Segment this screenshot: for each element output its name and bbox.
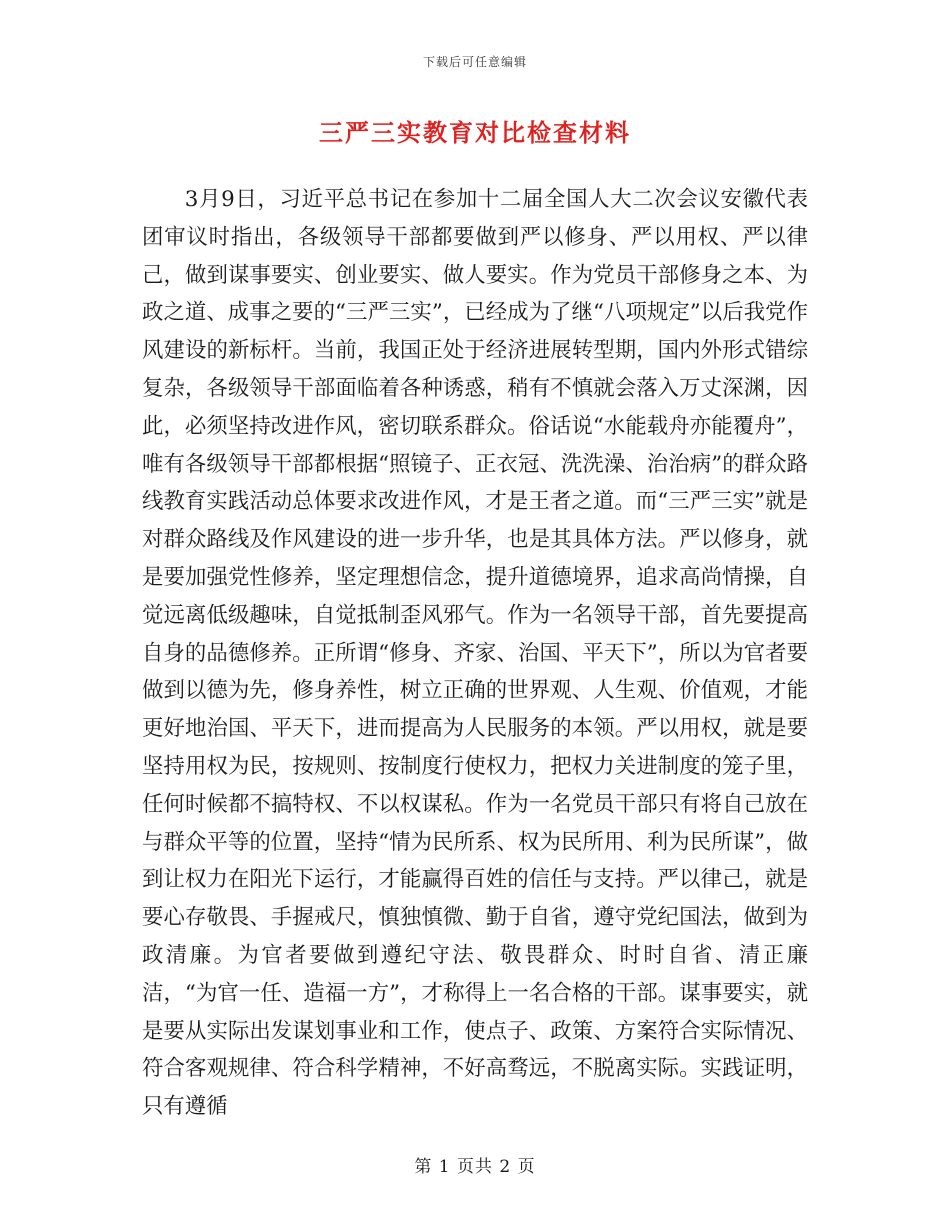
body-paragraph: 3月9日，习近平总书记在参加十二届全国人大二次会议安徽代表团审议时指出，各级领导干部都要做到严以修身、严以用权、严以律己，做到谋事要实、创业要实、做人要实。作为党员干部修身之本、为政之道、成事之要的“三严三实”，已经成为了继“八项规定”以后我党作风建设的新标杆。当前，我国正处于经济进展转型期，国内外形式错综复杂，各级领导干部面临着各种诱惑，稍有不慎就会落入万丈深渊，因此，必须坚持改进作风，密切联系群众。俗话说“水能载舟亦能覆舟”，唯有各级领导干部都根据“照镜子、正衣冠、洗洗澡、治治病”的群众路线教育实践活动总体要求改进作风，才是王者之道。而“三严三实”就是对群众路线及作风建设的进一步升华，也是其具体方法。严以修身，就是要加强党性修养，坚定理想信念，提升道德境界，追求高尚情操，自觉远离低级趣味，自觉抵制歪风邪气。作为一名领导干部，首先要提高自身的品德修养。正所谓“修身、齐家、治国、平天下”，所以为官者要做到以德为先，修身养性，树立正确的世界观、人生观、价值观，才能更好地治国、平天下，进而提高为人民服务的本领。严以用权，就是要坚持用权为民，按规则、按制度行使权力，把权力关进制度的笼子里，任何时候都不搞特权、不以权谋私。作为一名党员干部只有将自己放在与群众平等的位置，坚持“情为民所系、权为民所用、利为民所谋”，做到让权力在阳光下运行，才能赢得百姓的信任与支持。严以律己，就是要心存敬畏、手握戒尺，慎独慎微、勤于自省，遵守党纪国法，做到为政清廉。为官者要做到遵纪守法、敬畏群众、时时自省、清正廉洁，“为官一任、造福一方”，才称得上一名合格的干部。谋事要实，就是要从实际出发谋划事业和工作，使点子、政策、方案符合实际情况、符合客观规律、符合科学精神，不好高骛远，不脱离实际。实践证明，只有遵循	[142, 187, 808, 1120]
document-title: 三严三实教育对比检查材料	[319, 118, 631, 147]
header-note: 下载后可任意编辑	[422, 55, 527, 69]
page-number-footer: 第 1 页共 2 页	[414, 1157, 536, 1177]
